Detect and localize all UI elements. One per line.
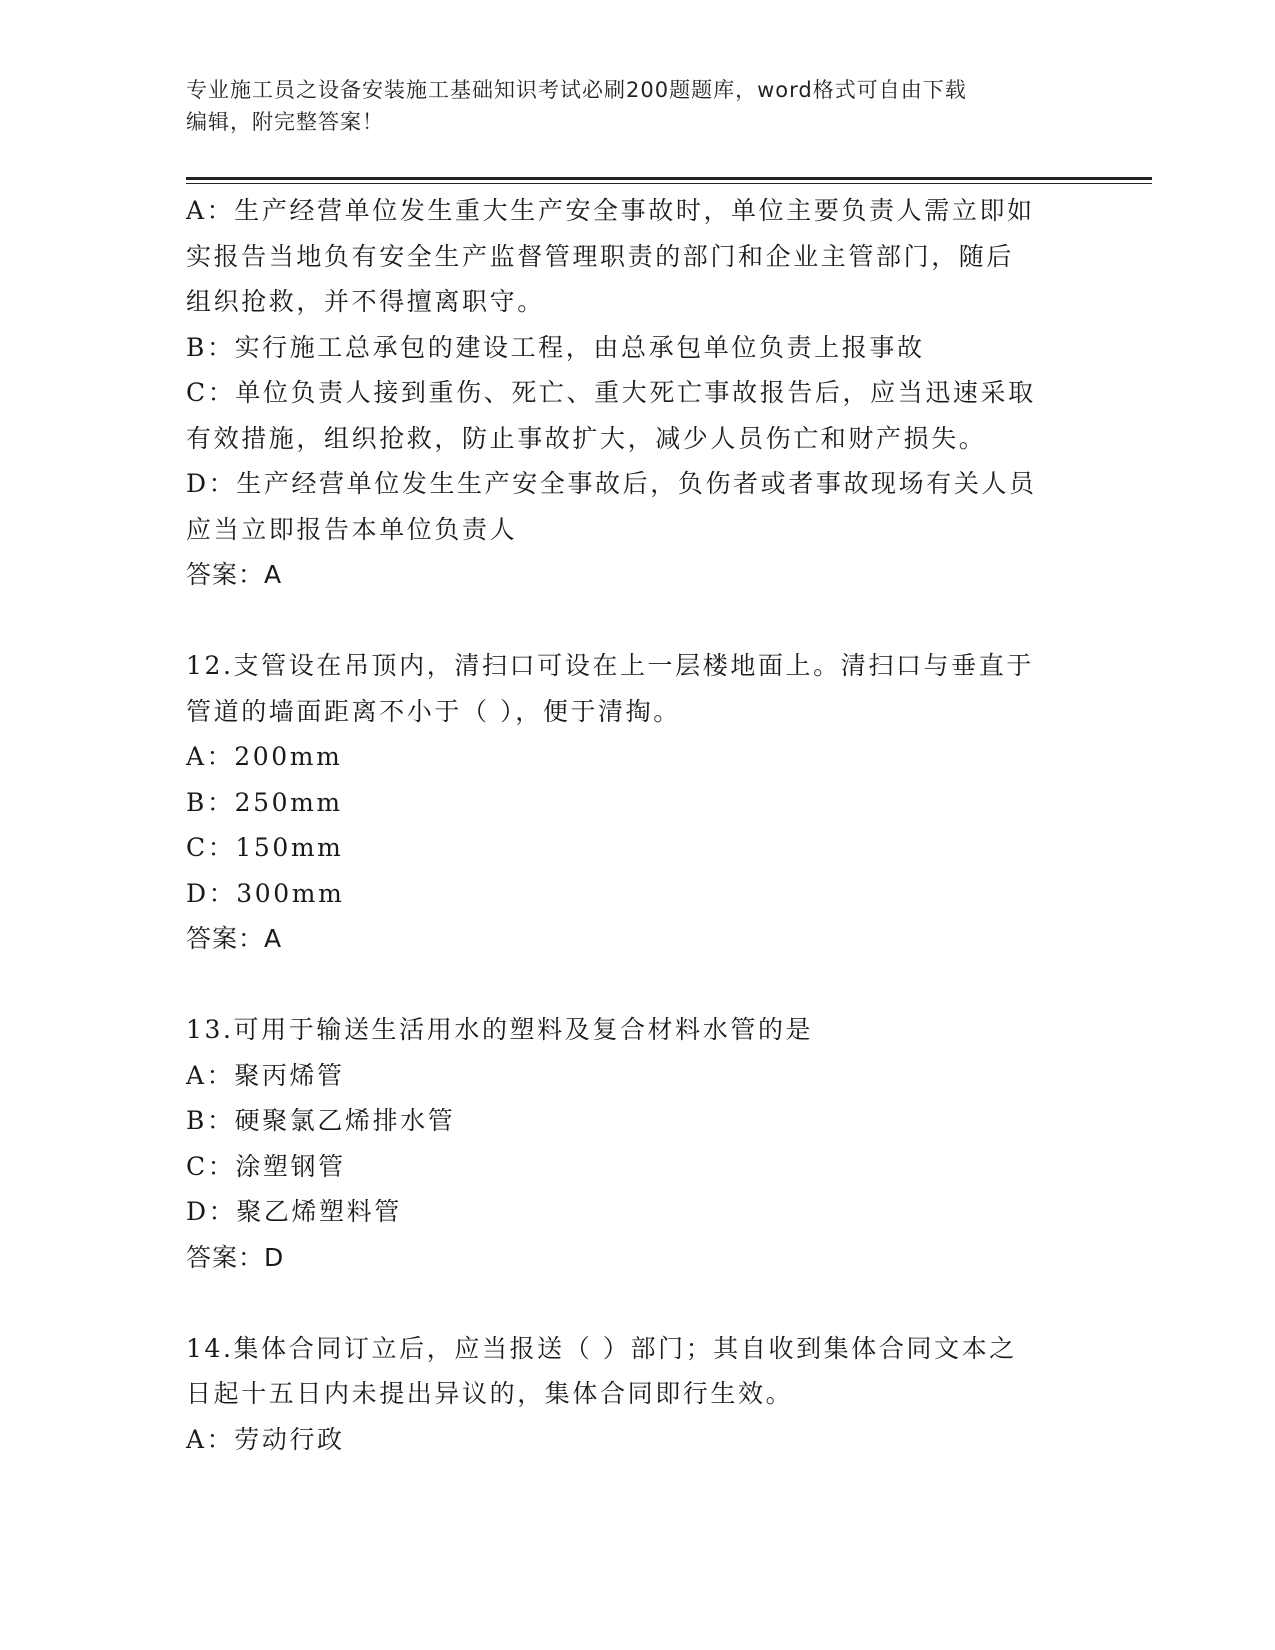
- question-list: [186, 188, 1086, 1462]
- answer: 答案：D: [186, 1242, 285, 1272]
- option-b: B：硬聚氯乙烯排水管: [186, 1106, 456, 1135]
- question-stem-line-1: 14.集体合同订立后，应当报送（ ）部门；其自收到集体合同文本之: [186, 1333, 1017, 1363]
- option-d-line-2: 应当立即报告本单位负责人: [186, 514, 518, 544]
- header-rule-thick: [186, 177, 1152, 180]
- question-stem-line-1: 12.支管设在吊顶内，清扫口可设在上一层楼地面上。清扫口与垂直于: [186, 651, 1034, 680]
- option-a-line-1: A：生产经营单位发生重大生产安全事故时，单位主要负责人需立即如: [186, 196, 1035, 225]
- header-title-line-1: 专业施工员之设备安装施工基础知识考试必刷200题题库，word格式可自由下载: [186, 78, 967, 102]
- option-a-line-3: 组织抢救，并不得擅离职守。: [186, 287, 545, 316]
- option-d-line-1: D：生产经营单位发生生产安全事故后，负伤者或者事故现场有关人员: [186, 469, 1037, 498]
- answer: 答案：A: [186, 560, 283, 589]
- option-d: D：聚乙烯塑料管: [186, 1197, 402, 1226]
- question-stem-line-2: 日起十五日内未提出异议的，集体合同即行生效。: [186, 1379, 794, 1408]
- option-b: B：250mm: [186, 787, 343, 817]
- header-title-line-2: 编辑，附完整答案！: [186, 110, 384, 134]
- option-a-line-2: 实报告当地负有安全生产监督管理职责的部门和企业主管部门，随后: [186, 241, 1015, 271]
- spacer: [186, 1280, 1086, 1326]
- question-stem-line-2: 管道的墙面距离不小于（ ），便于清掏。: [186, 696, 681, 726]
- question-stem: 13.可用于输送生活用水的塑料及复合材料水管的是: [186, 1015, 814, 1044]
- header-rule-thin: [186, 183, 1152, 184]
- question-13: [186, 1007, 1086, 1280]
- option-c-line-2: 有效措施，组织抢救，防止事故扩大，减少人员伤亡和财产损失。: [186, 423, 987, 453]
- option-a: A：劳动行政: [186, 1424, 345, 1454]
- question-11: [186, 188, 1086, 598]
- option-c-line-1: C：单位负责人接到重伤、死亡、重大死亡事故报告后，应当迅速采取: [186, 378, 1036, 407]
- option-a: A：200mm: [186, 742, 343, 771]
- option-c: C：涂塑钢管: [186, 1151, 346, 1181]
- document-header: [186, 74, 1066, 138]
- answer: 答案：A: [186, 924, 283, 953]
- option-c: C：150mm: [186, 833, 344, 862]
- option-b: B：实行施工总承包的建设工程，由总承包单位负责上报事故: [186, 332, 925, 362]
- question-12: [186, 643, 1086, 962]
- spacer: [186, 598, 1086, 644]
- spacer: [186, 962, 1086, 1008]
- question-14: [186, 1326, 1086, 1463]
- option-a: A：聚丙烯管: [186, 1060, 345, 1090]
- option-d: D：300mm: [186, 878, 345, 908]
